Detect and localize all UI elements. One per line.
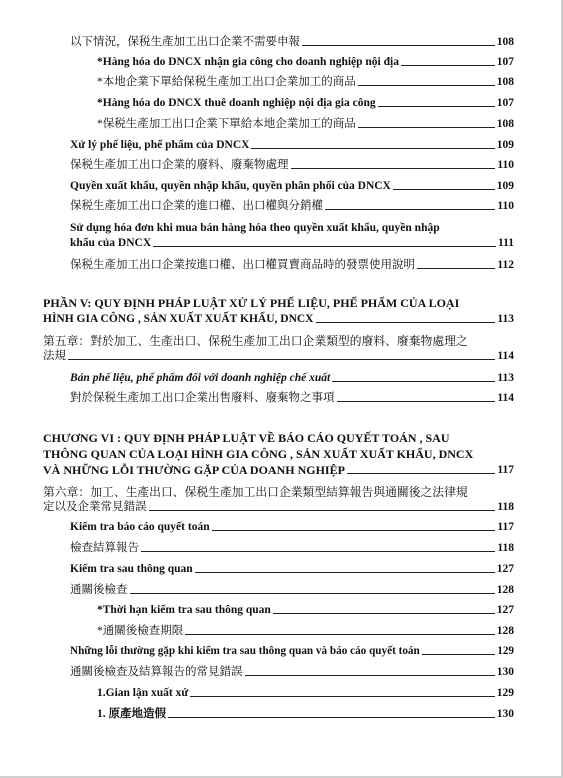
leader-line — [195, 572, 495, 573]
leader-line — [190, 696, 494, 697]
toc-entry[interactable] — [70, 371, 514, 385]
part-heading-line[interactable]: PHẦN V: QUY ĐỊNH PHÁP LUẬT XỬ LÝ PHẾ LIỆU, PHẾ PHẨM CỦA LOẠI — [43, 296, 460, 310]
toc-page-number: 112 — [497, 259, 514, 271]
toc-entry-text: 1. 原產地造假 — [97, 708, 166, 720]
leader-line — [332, 381, 495, 382]
toc-entry-text: Bán phế liệu, phế phẩm đối với doanh nghiệp chế xuất — [70, 372, 331, 384]
leader-line — [325, 209, 495, 210]
toc-page-number: 113 — [497, 313, 514, 325]
toc-entry-text: Kiểm tra báo cáo quyết toán — [70, 521, 210, 533]
leader-line — [168, 717, 495, 718]
toc-page-number: 128 — [496, 625, 514, 637]
toc-entry-text: 保税生產加工出口企業按進口權、出口權買賣商品時的發票使用說明 — [70, 259, 415, 271]
chapter-heading-line[interactable]: THÔNG QUAN CỦA LOẠI HÌNH GIA CÔNG , SẢN XUẤT XUẤT KHẨU, DNCX — [43, 447, 474, 461]
toc-page-number: 117 — [497, 521, 514, 533]
toc-entry-text: *通關後檢查期限 — [97, 625, 184, 637]
toc-entry-text: *保税生產加工出口企業下單給本地企業加工的商品 — [97, 118, 356, 130]
toc-entry-text: 通關後檢查 — [70, 584, 128, 596]
toc-page-number: 108 — [496, 118, 514, 130]
leader-line — [68, 359, 495, 360]
chapter-heading[interactable] — [43, 349, 514, 363]
toc-entry[interactable] — [70, 179, 514, 193]
toc-page-number: 114 — [497, 350, 514, 362]
leader-line — [291, 168, 496, 169]
leader-line — [251, 148, 494, 149]
toc-entry-text: 1.Gian lận xuất xứ — [97, 687, 189, 699]
toc-entry-text[interactable]: Sử dụng hóa đơn khi mua bán hàng hóa theo quyền xuất khẩu, quyền nhập — [70, 222, 440, 234]
toc-entry[interactable] — [70, 520, 514, 534]
toc-page-number: 130 — [496, 708, 514, 720]
toc-entry[interactable] — [70, 665, 514, 679]
leader-line — [302, 45, 495, 46]
toc-entry[interactable] — [70, 541, 514, 555]
toc-entry-text: Những lỗi thường gặp khi kiểm tra sau thông quan và báo cáo quyết toán — [70, 645, 420, 657]
toc-page-number: 128 — [496, 584, 514, 596]
chapter-heading[interactable] — [43, 500, 514, 514]
leader-line — [149, 510, 496, 511]
chapter-heading-line: VÀ NHỮNG LỖI THƯỜNG GẶP CỦA DOANH NGHIỆP — [43, 463, 345, 477]
toc-entry[interactable] — [70, 199, 514, 213]
chapter-heading-line: 法規 — [43, 350, 66, 362]
part-heading-line: HÌNH GIA CÔNG , SẢN XUẤT XUẤT KHẨU, DNCX — [43, 313, 314, 325]
toc-page-number: 111 — [498, 237, 514, 249]
toc-entry-text: 檢查結算報告 — [70, 542, 139, 554]
toc-entry-text: Quyền xuất khẩu, quyền nhập khẩu, quyền phân phối của DNCX — [70, 180, 391, 192]
toc-entry-text: khẩu của DNCX — [70, 237, 152, 249]
toc-entry[interactable] — [97, 75, 514, 89]
part-heading[interactable] — [43, 312, 514, 326]
toc-entry-text: 保税生產加工出口企業的進口權、出口權與分銷權 — [70, 200, 323, 212]
toc-entry-text: 以下情況，保税生產加工出口企業不需要申報 — [70, 36, 300, 48]
toc-entry-text: 保税生產加工出口企業的廢料、廢棄物處理 — [70, 159, 289, 171]
toc-entry-text: 對於保税生產加工出口企業出售廢料、廢棄物之事項 — [70, 392, 335, 404]
leader-line — [273, 613, 495, 614]
toc-page-number: 108 — [496, 36, 514, 48]
toc-entry[interactable] — [97, 55, 514, 69]
leader-line — [130, 593, 495, 594]
leader-line — [378, 106, 495, 107]
toc-page-number: 107 — [496, 56, 514, 68]
leader-line — [358, 127, 495, 128]
toc-page-number: 110 — [497, 200, 514, 212]
toc-entry[interactable] — [70, 562, 514, 576]
chapter-heading-line[interactable]: 第五章：對於加工、生產出口、保税生產加工出口企業類型的廢料、廢棄物處理之 — [43, 334, 468, 348]
leader-line — [141, 551, 495, 552]
leader-line — [347, 473, 495, 474]
chapter-heading-line[interactable]: 第六章：加工、生產出口、保税生產加工出口企業類型結算報告與通關後之法律規 — [43, 485, 468, 499]
toc-page-number: 129 — [496, 687, 514, 699]
toc-page-number: 113 — [497, 372, 514, 384]
toc-entry[interactable] — [70, 258, 514, 272]
leader-line — [358, 85, 495, 86]
toc-entry[interactable] — [70, 583, 514, 597]
toc-entry-text: 通關後檢查及結算報告的常見錯誤 — [70, 666, 243, 678]
toc-entry-text: *Hàng hóa do DNCX thuê doanh nghiệp nội địa gia công — [97, 97, 376, 109]
toc-page-number: 110 — [497, 159, 514, 171]
toc-page-number: 127 — [496, 604, 514, 616]
leader-line — [316, 322, 496, 323]
toc-page-number: 108 — [496, 76, 514, 88]
toc-page-number: 118 — [497, 501, 514, 513]
toc-entry[interactable] — [70, 236, 514, 250]
leader-line — [153, 246, 496, 247]
toc-entry[interactable] — [97, 96, 514, 110]
chapter-heading-line[interactable]: CHƯƠNG VI : QUY ĐỊNH PHÁP LUẬT VỀ BÁO CÁO QUYẾT TOÁN , SAU — [43, 431, 450, 445]
toc-entry[interactable] — [70, 644, 514, 658]
toc-entry[interactable] — [97, 117, 514, 131]
leader-line — [393, 189, 495, 190]
toc-entry-text: *本地企業下單給保税生產加工出口企業加工的商品 — [97, 76, 356, 88]
toc-entry[interactable] — [97, 603, 514, 617]
leader-line — [422, 654, 495, 655]
chapter-heading[interactable] — [43, 463, 514, 477]
toc-entry-text: Xử lý phế liệu, phế phẩm của DNCX — [70, 139, 250, 151]
toc-page-number: 114 — [497, 392, 514, 404]
toc-entry[interactable] — [97, 624, 514, 638]
toc-entry[interactable] — [97, 686, 514, 700]
toc-entry-text: *Hàng hóa do DNCX nhận gia công cho doanh nghiệp nội địa — [97, 56, 399, 68]
leader-line — [401, 65, 495, 66]
toc-entry-text: *Thời hạn kiểm tra sau thông quan — [97, 604, 271, 616]
toc-page-number: 129 — [497, 645, 514, 657]
toc-entry-text: Kiểm tra sau thông quan — [70, 563, 193, 575]
toc-entry[interactable] — [70, 35, 514, 49]
toc-page-number: 107 — [496, 97, 514, 109]
toc-page-number: 109 — [496, 139, 514, 151]
toc-page-number: 118 — [497, 542, 514, 554]
toc-page-number: 130 — [496, 666, 514, 678]
toc-entry[interactable] — [70, 391, 514, 405]
leader-line — [212, 530, 496, 531]
toc-page-number: 117 — [497, 464, 514, 476]
toc-page-number: 127 — [496, 563, 514, 575]
leader-line — [185, 634, 495, 635]
chapter-heading-line: 定以及企業常見錯誤 — [43, 501, 147, 513]
toc-entry[interactable] — [70, 158, 514, 172]
leader-line — [245, 675, 495, 676]
leader-line — [337, 401, 496, 402]
toc-entry[interactable] — [97, 707, 514, 721]
toc-entry[interactable] — [70, 138, 514, 152]
leader-line — [417, 268, 495, 269]
toc-page-number: 109 — [496, 180, 514, 192]
